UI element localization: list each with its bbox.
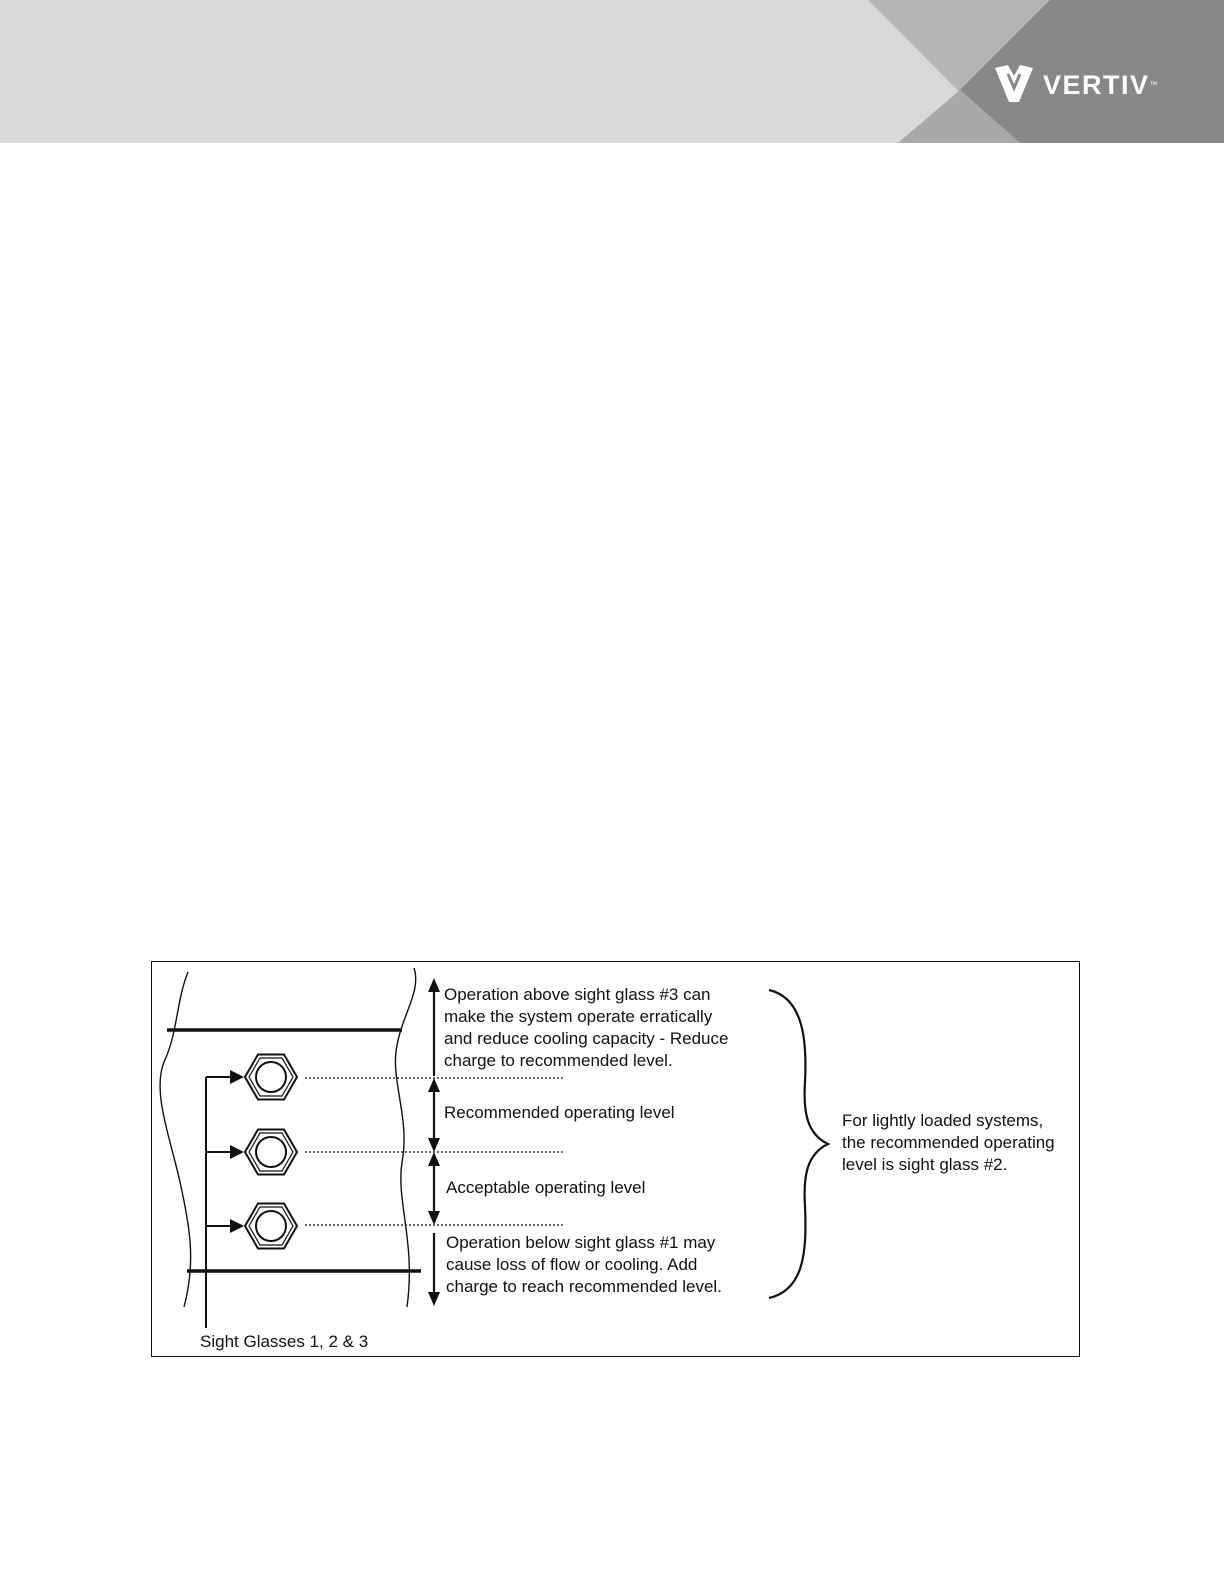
sight-glass-2-icon xyxy=(245,1130,297,1175)
sight-glasses-label: Sight Glasses 1, 2 & 3 xyxy=(200,1332,369,1351)
brace-note-line: For lightly loaded systems, xyxy=(842,1111,1044,1130)
brace-note-line: the recommended operating xyxy=(842,1133,1055,1152)
lightly-loaded-note xyxy=(842,1110,1055,1176)
curly-brace xyxy=(769,990,828,1298)
below-note-line: cause loss of flow or cooling. Add xyxy=(446,1255,698,1274)
above-note-line: Operation above sight glass #3 can xyxy=(444,985,711,1004)
arrowhead-glass-2 xyxy=(230,1145,244,1159)
below-note-line: Operation below sight glass #1 may xyxy=(446,1233,716,1252)
above-note-line: make the system operate erratically xyxy=(444,1007,713,1026)
brand-wordmark xyxy=(1043,69,1158,101)
brace-note-line: level is sight glass #2. xyxy=(842,1155,1008,1174)
acceptable-level-label: Acceptable operating level xyxy=(446,1178,646,1197)
below-note-line: charge to reach recommended level. xyxy=(446,1277,722,1296)
left-break-line xyxy=(160,972,191,1307)
sight-glass-1-icon xyxy=(245,1204,297,1249)
arrowhead-glass-1 xyxy=(230,1219,244,1233)
below-glass-1-note xyxy=(446,1232,722,1298)
sight-glass-3-icon xyxy=(245,1055,297,1100)
above-note-line: charge to recommended level. xyxy=(444,1051,673,1070)
arrowhead-glass-3 xyxy=(230,1070,244,1084)
header-graphic xyxy=(0,0,1224,143)
sight-glass-diagram xyxy=(151,961,1080,1357)
above-glass-3-note xyxy=(444,984,728,1072)
above-note-line: and reduce cooling capacity - Reduce xyxy=(444,1029,729,1048)
recommended-level-label: Recommended operating level xyxy=(444,1103,675,1122)
brand-name: VERTIV xyxy=(1043,70,1150,100)
brand-trademark: ™ xyxy=(1149,80,1158,89)
dimension-arrows xyxy=(428,978,440,1306)
header-banner xyxy=(0,0,1224,143)
right-break-line xyxy=(395,968,415,1307)
